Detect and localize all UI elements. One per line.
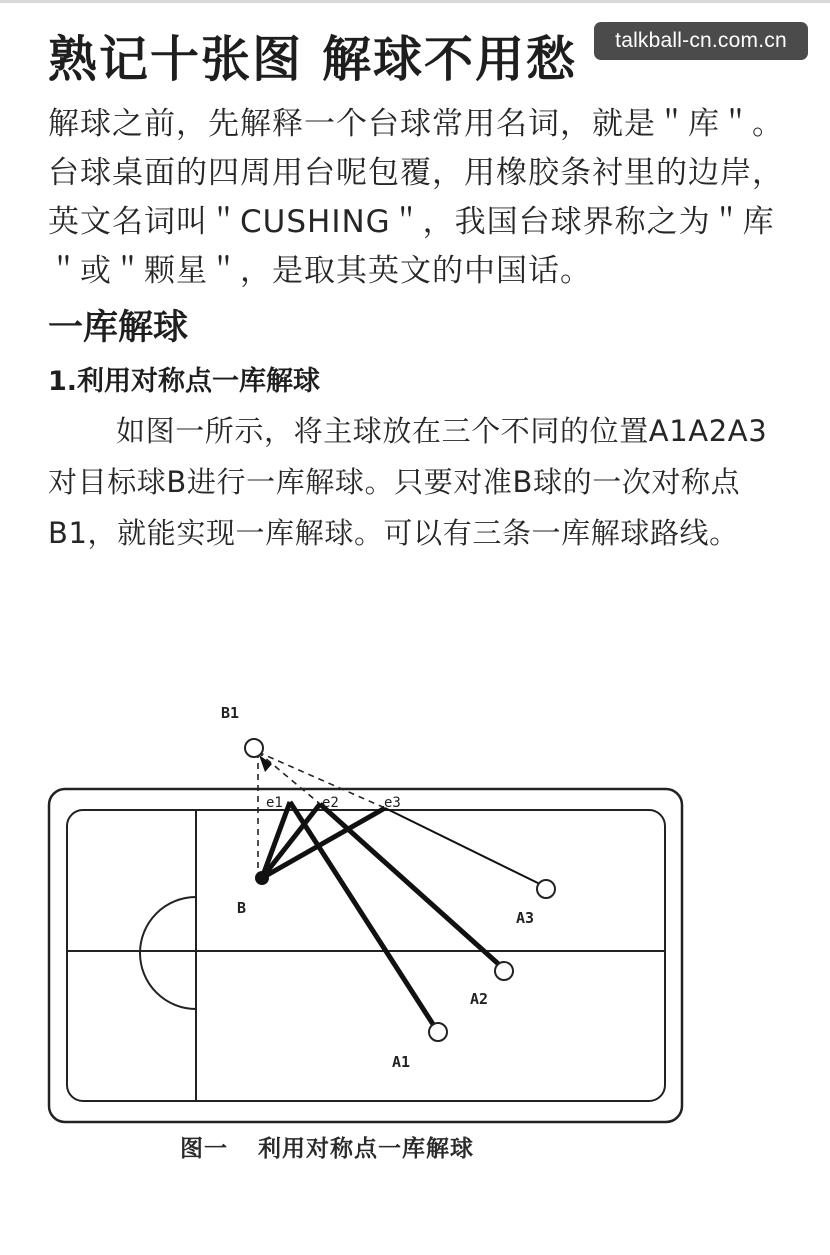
ghost-ball-b1: [245, 739, 263, 757]
article: [48, 20, 788, 559]
table-inner-cushion: [67, 810, 665, 1101]
figure-caption-number: 图一: [180, 1136, 228, 1162]
article-title: 熟记十张图 解球不用愁: [48, 31, 578, 88]
figure-caption-text: 利用对称点一库解球: [258, 1136, 474, 1162]
section-heading: 一库解球: [48, 308, 189, 348]
figure-caption: [180, 1130, 474, 1163]
label-b: B: [237, 899, 247, 917]
label-e2: e2: [322, 795, 339, 811]
top-divider: [0, 0, 830, 3]
site-watermark: talkball-cn.com.cn: [594, 22, 808, 60]
subsection-heading: 1.利用对称点一库解球: [48, 366, 321, 397]
intro-paragraph: 解球之前，先解释一个台球常用名词，就是＂库＂。台球桌面的四周用台呢包覆，用橡胶条衬里的边岸，英文名词叫＂CUSHING＂，我国台球界称之为＂库＂或＂颗星＂，是取其英文的中国话。: [48, 106, 784, 289]
route-a1-e1: [290, 802, 438, 1032]
label-a2: A2: [470, 990, 489, 1008]
body-paragraph: 如图一所示，将主球放在三个不同的位置A1A2A3对目标球B进行一库解球。只要对准B球的一次对称点B1，就能实现一库解球。可以有三条一库解球路线。: [48, 414, 768, 550]
label-e1: e1: [266, 795, 283, 811]
d-semicircle: [140, 897, 196, 1009]
label-b1: B1: [221, 704, 240, 722]
billiard-diagram: [40, 680, 690, 1130]
label-a3: A3: [516, 909, 535, 927]
route-a3-e3: [385, 808, 546, 887]
label-e3: e3: [384, 795, 401, 811]
table-outer-frame: [49, 789, 682, 1122]
cue-ball-a3: [537, 880, 555, 898]
cue-ball-a1: [429, 1023, 447, 1041]
figure-one: [40, 680, 690, 1190]
target-ball-b: [255, 871, 269, 885]
cue-ball-a2: [495, 962, 513, 980]
label-a1: A1: [392, 1053, 411, 1071]
route-e2-b: [262, 804, 320, 878]
